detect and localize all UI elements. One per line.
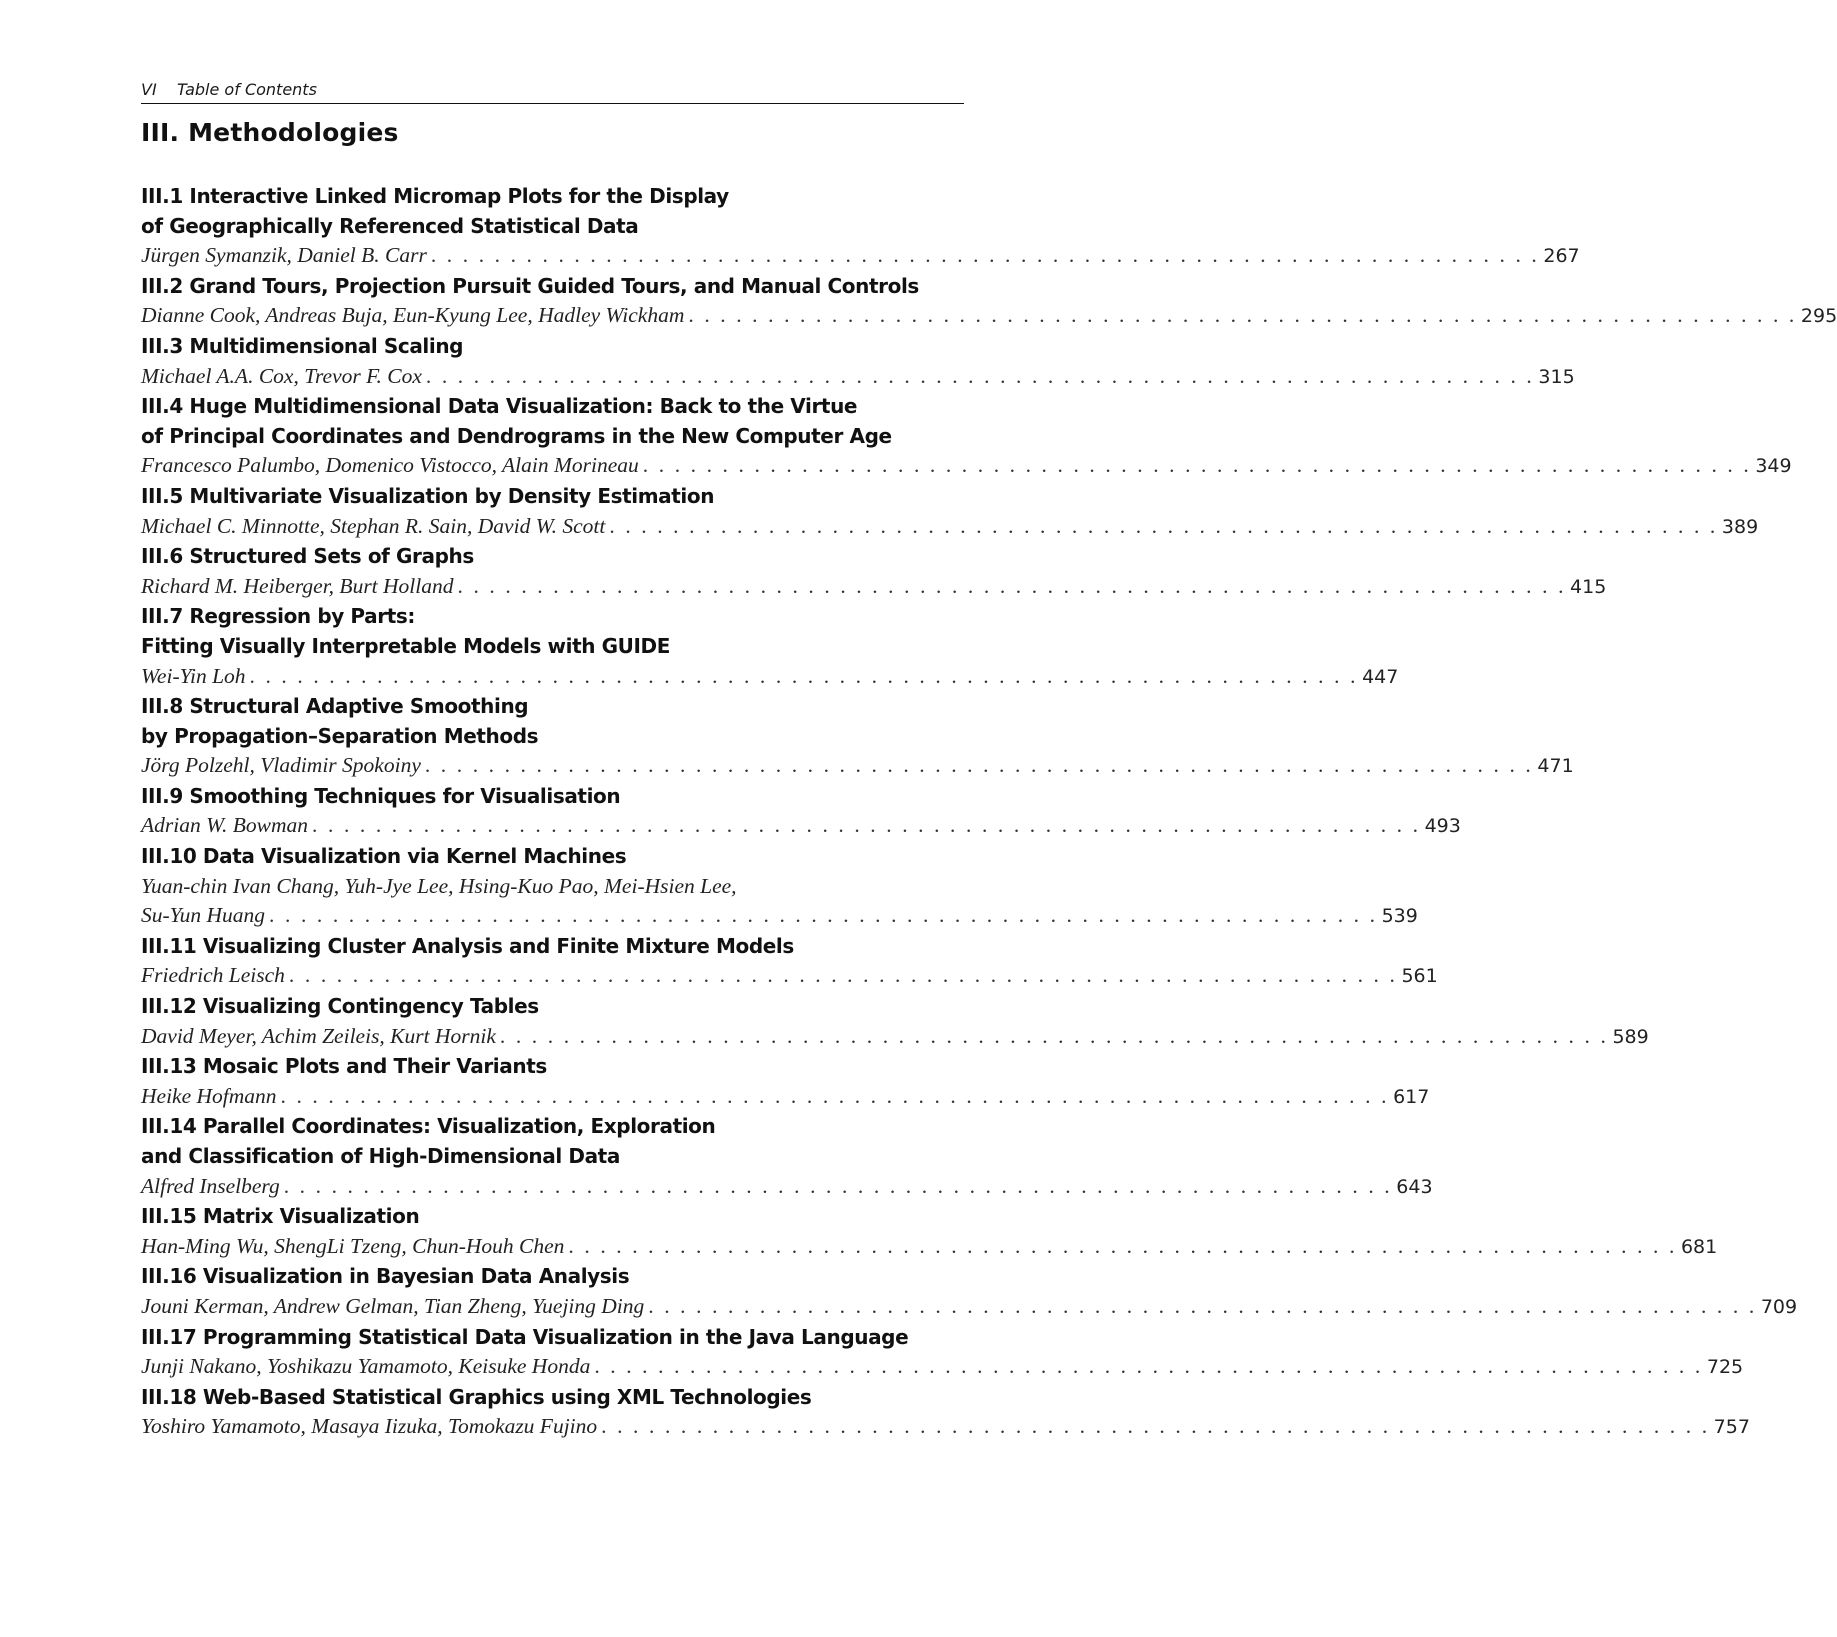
toc-entry xyxy=(141,602,1399,692)
entry-page-number: 447 xyxy=(1362,665,1399,688)
running-head-title: Table of Contents xyxy=(177,80,317,99)
entry-authors: Dianne Cook, Andreas Buja, Eun-Kyung Lee, Hadley Wickham xyxy=(141,303,685,328)
author-line xyxy=(141,872,964,902)
entry-page-number: 643 xyxy=(1396,1175,1433,1198)
part-title: III. Methodologies xyxy=(141,118,399,147)
entry-title: III.2 Grand Tours, Projection Pursuit Guided Tours, and Manual Controls xyxy=(141,273,919,298)
dot-leader: . . . . . . . . . . . . . . . . . . . . . . . . . . . . . . . . . . . . . . . . . . . . . . . . . . . . . . . . . . . . . . . . . . . . . . xyxy=(499,1023,1609,1048)
author-line xyxy=(141,451,1792,482)
entry-title: Fitting Visually Interpretable Models with GUIDE xyxy=(141,633,671,658)
entry-title: III.12 Visualizing Contingency Tables xyxy=(141,994,539,1019)
entry-page-number: 315 xyxy=(1538,365,1575,388)
dot-leader: . . . . . . . . . . . . . . . . . . . . . . . . . . . . . . . . . . . . . . . . . . . . . . . . . . . . . . . . . . . . . . . . . . . . . . xyxy=(609,513,1718,538)
toc-entry xyxy=(141,482,1759,542)
entry-title: III.6 Structured Sets of Graphs xyxy=(141,544,474,569)
author-line xyxy=(141,572,1607,603)
dot-leader: . . . . . . . . . . . . . . . . . . . . . . . . . . . . . . . . . . . . . . . . . . . . . . . . . . . . . . . . . . . . . . . . . . . . . . xyxy=(601,1414,1710,1439)
dot-leader: . . . . . . . . . . . . . . . . . . . . . . . . . . . . . . . . . . . . . . . . . . . . . . . . . . . . . . . . . . . . . . . . . . . . . . xyxy=(280,1083,1390,1108)
entry-title: III.16 Visualization in Bayesian Data Analysis xyxy=(141,1264,630,1289)
entry-authors: Junji Nakano, Yoshikazu Yamamoto, Keisuke Honda xyxy=(141,1354,591,1379)
toc-entry xyxy=(141,1262,1798,1322)
entry-page-number: 757 xyxy=(1713,1416,1750,1439)
table-of-contents xyxy=(141,182,1837,1443)
toc-entry xyxy=(141,782,1461,842)
entry-authors: Jörg Polzehl, Vladimir Spokoiny xyxy=(141,753,421,778)
entry-page-number: 471 xyxy=(1537,755,1574,778)
entry-title: III.1 Interactive Linked Micromap Plots for the Display xyxy=(141,184,729,208)
entry-page-number: 681 xyxy=(1680,1235,1718,1258)
header-rule xyxy=(141,103,964,104)
entry-title: III.10 Data Visualization via Kernel Machines xyxy=(141,844,627,869)
entry-authors: Yuan-chin Ivan Chang, Yuh-Jye Lee, Hsing-Kuo Pao, Mei-Hsien Lee, xyxy=(141,873,737,898)
entry-title: of Geographically Referenced Statistical Data xyxy=(141,213,639,238)
entry-page-number: 267 xyxy=(1543,245,1580,268)
entry-authors: Han-Ming Wu, ShengLi Tzeng, Chun-Houh Chen xyxy=(141,1233,565,1258)
entry-authors: David Meyer, Achim Zeileis, Kurt Hornik xyxy=(141,1023,496,1048)
entry-page-number: 709 xyxy=(1760,1295,1798,1318)
entry-title: of Principal Coordinates and Dendrograms in the New Computer Age xyxy=(141,423,892,448)
toc-entry xyxy=(141,1323,1744,1383)
dot-leader: . . . . . . . . . . . . . . . . . . . . . . . . . . . . . . . . . . . . . . . . . . . . . . . . . . . . . . . . . . . . . . . . . . . . . . xyxy=(648,1293,1757,1318)
dot-leader: . . . . . . . . . . . . . . . . . . . . . . . . . . . . . . . . . . . . . . . . . . . . . . . . . . . . . . . . . . . . . . . . . . . . . . xyxy=(594,1354,1703,1379)
author-line xyxy=(141,961,1438,992)
entry-authors: Yoshiro Yamamoto, Masaya Iizuka, Tomokazu Fujino xyxy=(141,1414,598,1439)
entry-title: III.5 Multivariate Visualization by Density Estimation xyxy=(141,483,715,508)
entry-title: III.4 Huge Multidimensional Data Visualization: Back to the Virtue xyxy=(141,394,858,419)
entry-page-number: 349 xyxy=(1755,455,1792,478)
entry-title: III.18 Web-Based Statistical Graphics using XML Technologies xyxy=(141,1384,812,1409)
toc-entry xyxy=(141,1112,1433,1202)
entry-title: III.9 Smoothing Techniques for Visualisation xyxy=(141,783,621,808)
author-line xyxy=(141,301,1837,332)
entry-authors: Heike Hofmann xyxy=(141,1083,277,1108)
author-line xyxy=(141,1232,1718,1263)
author-line xyxy=(141,901,1418,932)
entry-page-number: 389 xyxy=(1721,515,1759,538)
entry-title: III.15 Matrix Visualization xyxy=(141,1204,420,1229)
author-line xyxy=(141,811,1461,842)
dot-leader: . . . . . . . . . . . . . . . . . . . . . . . . . . . . . . . . . . . . . . . . . . . . . . . . . . . . . . . . . . . . . . . . . . . . . . xyxy=(424,753,1534,778)
toc-entry xyxy=(141,182,1580,272)
entry-title: III.11 Visualizing Cluster Analysis and Finite Mixture Models xyxy=(141,933,794,958)
entry-page-number: 725 xyxy=(1706,1356,1744,1379)
entry-page-number: 295 xyxy=(1800,305,1837,328)
toc-entry xyxy=(141,1202,1718,1262)
dot-leader: . . . . . . . . . . . . . . . . . . . . . . . . . . . . . . . . . . . . . . . . . . . . . . . . . . . . . . . . . . . . . . . . . . . . . . xyxy=(312,813,1421,838)
entry-authors: Michael A.A. Cox, Trevor F. Cox xyxy=(141,363,422,388)
entry-page-number: 561 xyxy=(1401,965,1438,988)
dot-leader: . . . . . . . . . . . . . . . . . . . . . . . . . . . . . . . . . . . . . . . . . . . . . . . . . . . . . . . . . . . . . . . . . . . . . . xyxy=(642,453,1752,478)
author-line xyxy=(141,1292,1798,1323)
entry-authors: Wei-Yin Loh xyxy=(141,663,246,688)
toc-entry xyxy=(141,332,1575,392)
toc-entry xyxy=(141,272,1837,332)
toc-entry xyxy=(141,542,1607,602)
toc-entry xyxy=(141,392,1792,482)
entry-title: III.13 Mosaic Plots and Their Variants xyxy=(141,1054,547,1079)
entry-page-number: 539 xyxy=(1381,905,1418,928)
entry-authors: Alfred Inselberg xyxy=(141,1173,280,1198)
dot-leader: . . . . . . . . . . . . . . . . . . . . . . . . . . . . . . . . . . . . . . . . . . . . . . . . . . . . . . . . . . . . . . . . . . . . . . xyxy=(249,663,1359,688)
entry-page-number: 415 xyxy=(1570,575,1607,598)
author-line xyxy=(141,1412,1750,1443)
toc-entry xyxy=(141,1052,1430,1112)
entry-authors: Friedrich Leisch xyxy=(141,963,285,988)
entry-title: III.8 Structural Adaptive Smoothing xyxy=(141,694,529,719)
dot-leader: . . . . . . . . . . . . . . . . . . . . . . . . . . . . . . . . . . . . . . . . . . . . . . . . . . . . . . . . . . . . . . . . . . . . . . xyxy=(688,303,1797,328)
entry-title: III.14 Parallel Coordinates: Visualization, Exploration xyxy=(141,1114,716,1139)
entry-authors: Jouni Kerman, Andrew Gelman, Tian Zheng, Yuejing Ding xyxy=(141,1293,645,1318)
running-head-page-number: VI xyxy=(141,80,157,99)
author-line xyxy=(141,241,1580,272)
dot-leader: . . . . . . . . . . . . . . . . . . . . . . . . . . . . . . . . . . . . . . . . . . . . . . . . . . . . . . . . . . . . . . . . . . . . . . xyxy=(457,573,1567,598)
entry-title: III.7 Regression by Parts: xyxy=(141,604,415,629)
entry-title: and Classification of High-Dimensional Data xyxy=(141,1144,620,1168)
toc-entry xyxy=(141,1383,1750,1443)
entry-authors: Adrian W. Bowman xyxy=(141,813,309,838)
entry-authors: Jürgen Symanzik, Daniel B. Carr xyxy=(141,243,427,268)
author-line xyxy=(141,1082,1430,1113)
entry-title: III.17 Programming Statistical Data Visualization in the Java Language xyxy=(141,1324,909,1349)
running-head xyxy=(141,80,964,100)
author-line xyxy=(141,1352,1744,1383)
dot-leader: . . . . . . . . . . . . . . . . . . . . . . . . . . . . . . . . . . . . . . . . . . . . . . . . . . . . . . . . . . . . . . . . . . . . . . xyxy=(283,1173,1393,1198)
entry-page-number: 589 xyxy=(1612,1025,1649,1048)
toc-entry xyxy=(141,692,1574,782)
dot-leader: . . . . . . . . . . . . . . . . . . . . . . . . . . . . . . . . . . . . . . . . . . . . . . . . . . . . . . . . . . . . . . . . . . . . . . xyxy=(430,243,1540,268)
toc-entry xyxy=(141,932,1438,992)
author-line xyxy=(141,362,1575,393)
author-line xyxy=(141,662,1399,693)
entry-authors: Francesco Palumbo, Domenico Vistocco, Alain Morineau xyxy=(141,453,639,478)
entry-page-number: 617 xyxy=(1393,1085,1430,1108)
dot-leader: . . . . . . . . . . . . . . . . . . . . . . . . . . . . . . . . . . . . . . . . . . . . . . . . . . . . . . . . . . . . . . . . . . . . . . xyxy=(425,363,1535,388)
entry-title: by Propagation–Separation Methods xyxy=(141,723,539,748)
entry-authors: Su-Yun Huang xyxy=(141,903,266,928)
entry-title: III.3 Multidimensional Scaling xyxy=(141,333,464,358)
dot-leader: . . . . . . . . . . . . . . . . . . . . . . . . . . . . . . . . . . . . . . . . . . . . . . . . . . . . . . . . . . . . . . . . . . . . . . xyxy=(288,963,1398,988)
toc-entry xyxy=(141,842,1418,932)
dot-leader: . . . . . . . . . . . . . . . . . . . . . . . . . . . . . . . . . . . . . . . . . . . . . . . . . . . . . . . . . . . . . . . . . . . . . . xyxy=(269,903,1378,928)
author-line xyxy=(141,1022,1649,1053)
entry-authors: Michael C. Minnotte, Stephan R. Sain, David W. Scott xyxy=(141,513,606,538)
entry-authors: Richard M. Heiberger, Burt Holland xyxy=(141,573,454,598)
entry-page-number: 493 xyxy=(1424,815,1461,838)
author-line xyxy=(141,512,1759,543)
author-line xyxy=(141,1172,1433,1203)
dot-leader: . . . . . . . . . . . . . . . . . . . . . . . . . . . . . . . . . . . . . . . . . . . . . . . . . . . . . . . . . . . . . . . . . . . . . . xyxy=(568,1233,1677,1258)
author-line xyxy=(141,751,1574,782)
toc-entry xyxy=(141,992,1649,1052)
